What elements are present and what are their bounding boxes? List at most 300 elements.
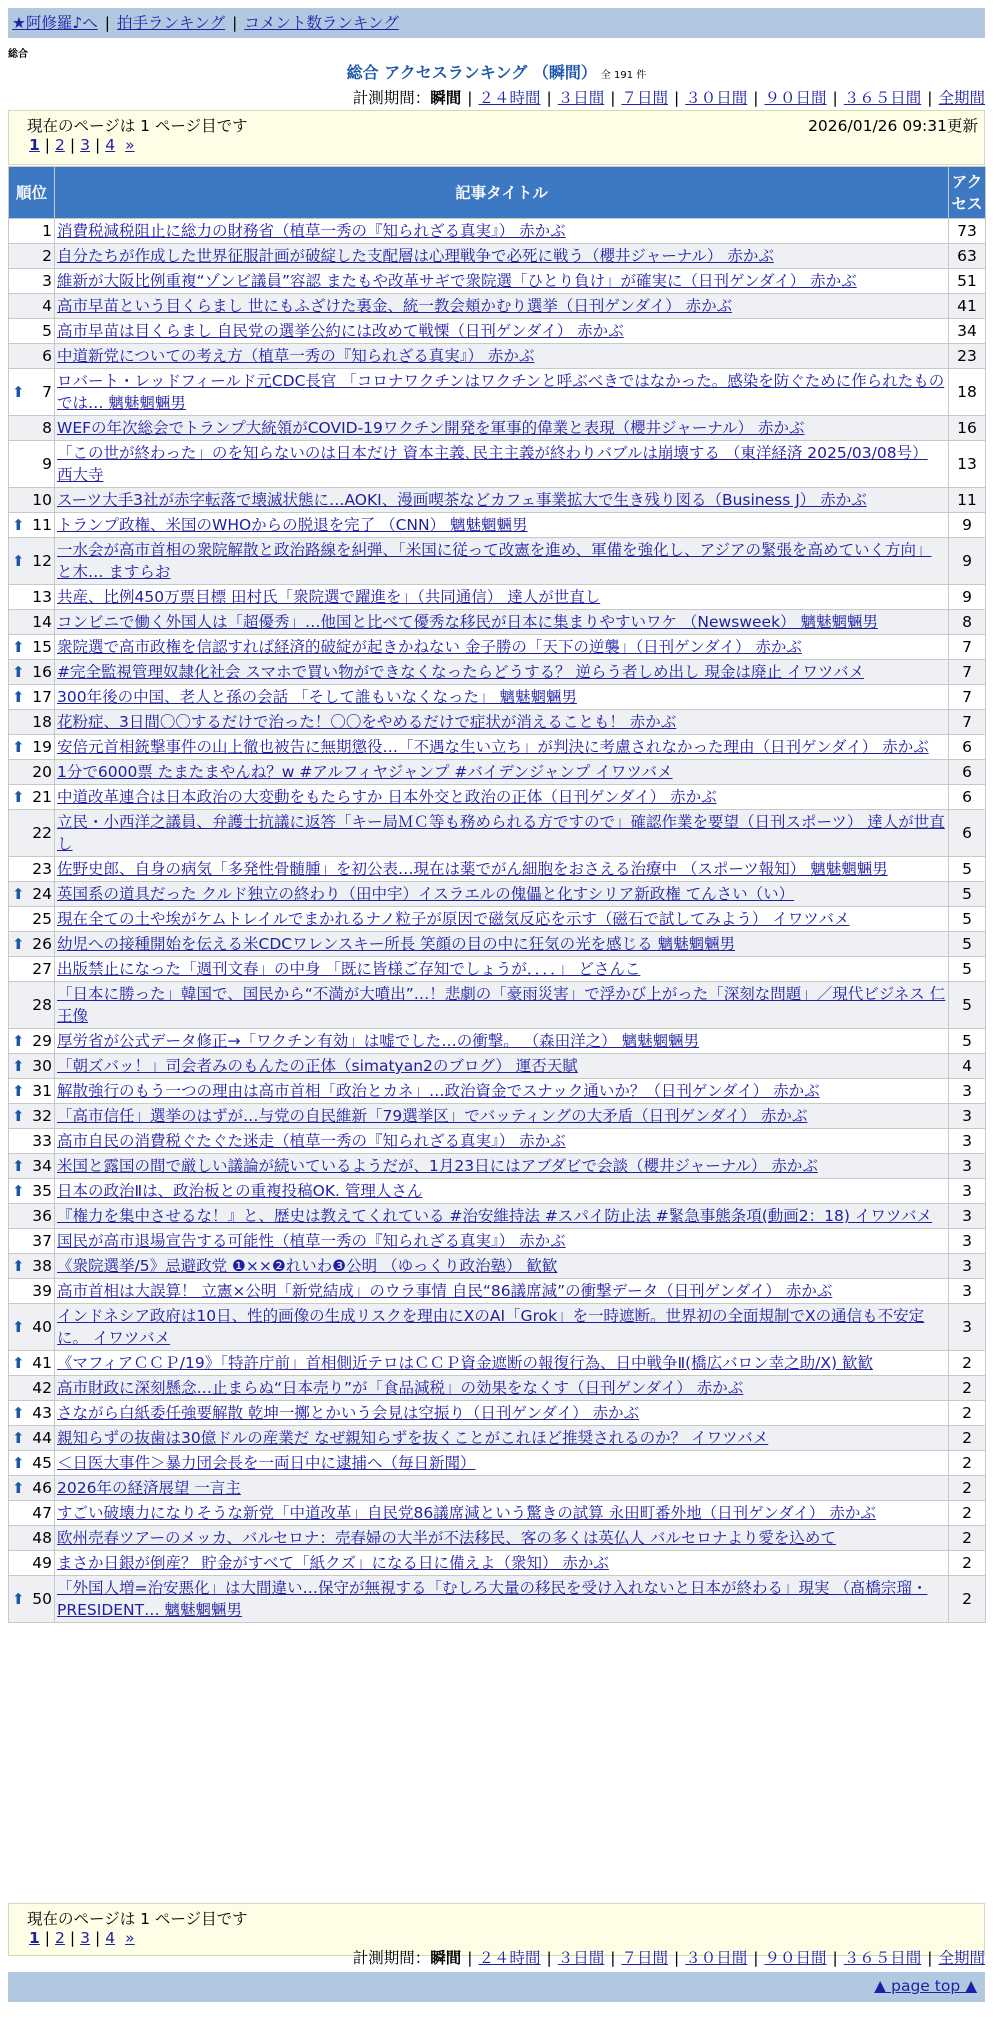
title-cell	[55, 1129, 949, 1154]
access-count: 3	[949, 1304, 986, 1351]
top-nav-bar	[8, 8, 985, 38]
rank-cell	[9, 369, 55, 416]
table-row	[9, 610, 986, 635]
access-count: 23	[949, 344, 986, 369]
title-cell	[55, 710, 949, 735]
article-title-link[interactable]: 1分で6000票 たまたまやんね？w #アルフィヤジャンプ #バイデンジャンプ イワツバメ	[57, 763, 673, 781]
article-title-link[interactable]: 幼児への接種開始を伝える米CDCワレンスキー所長 笑顔の目の中に狂気の光を感じる 魑魅魍魎男	[57, 935, 736, 953]
rank-number: 28	[32, 996, 52, 1014]
rank-cell	[9, 810, 55, 857]
page-link-3[interactable]: 3	[80, 1929, 91, 1947]
title-cell	[55, 1526, 949, 1551]
table-row	[9, 735, 986, 760]
access-count: 51	[949, 269, 986, 294]
rank-cell	[9, 710, 55, 735]
title-cell	[55, 1576, 949, 1623]
footer-bar	[8, 1972, 985, 2002]
article-title-link[interactable]: ＜日医大事件＞暴力団会長を一両日中に逮捕へ（毎日新聞）	[57, 1454, 476, 1472]
rank-up-arrow-icon: ⬆	[12, 885, 25, 903]
current-page-text: 現在のページは 1 ページ目です	[27, 1910, 248, 1928]
title-cell	[55, 344, 949, 369]
rank-cell	[9, 441, 55, 488]
rank-up-arrow-icon: ⬆	[12, 1479, 25, 1497]
article-title-link[interactable]: 《マフィアＣＣＰ/19》「特許庁前」首相側近テロはＣＣＰ資金遮断の報復行為、日中戦争Ⅱ(橋広バロン幸之助/X) 歓歓	[57, 1354, 873, 1372]
rank-number: 41	[32, 1354, 52, 1372]
page-link-4[interactable]: 4	[105, 136, 116, 154]
rank-number: 40	[32, 1318, 52, 1336]
access-count: 3	[949, 1179, 986, 1204]
article-title-link[interactable]: 「この世が終わった」のを知らないのは日本だけ 資本主義､民主主義が終わりバブルは崩壊する （東洋経済 2025/03/08号） 西大寺	[57, 444, 928, 484]
access-count: 16	[949, 416, 986, 441]
rank-cell	[9, 1351, 55, 1376]
article-title-link[interactable]: 花粉症、3日間〇〇するだけで治った！〇〇をやめるだけで症状が消えることも！ 赤かぶ	[57, 713, 677, 731]
article-title-link[interactable]: 中道改革連合は日本政治の大変動をもたらすか 日本外交と政治の正体（日刊ゲンダイ） 赤かぶ	[57, 788, 717, 806]
rank-number: 9	[42, 455, 52, 473]
article-title-link[interactable]: 高市首相は大誤算！ 立憲×公明「新党結成」のウラ事情 自民“86議席減”の衝撃データ（日刊ゲンダイ） 赤かぶ	[57, 1282, 833, 1300]
period-link-90d[interactable]: ９０日間	[764, 1949, 827, 1967]
rank-cell	[9, 610, 55, 635]
rank-cell	[9, 1576, 55, 1623]
rank-cell	[9, 1551, 55, 1576]
access-count: 8	[949, 610, 986, 635]
article-title-link[interactable]: 共産、比例450万票目標 田村氏「衆院選で躍進を」（共同通信） 達人が世直し	[57, 588, 601, 606]
rank-number: 7	[42, 383, 52, 401]
title-cell	[55, 538, 949, 585]
access-count: 2	[949, 1376, 986, 1401]
article-title-link[interactable]: さながら白紙委任強要解散 乾坤一擲とかいう会見は空振り（日刊ゲンダイ） 赤かぶ	[57, 1404, 640, 1422]
access-count: 2	[949, 1501, 986, 1526]
period-label: 計測期間：	[352, 1949, 431, 1967]
title-cell	[55, 488, 949, 513]
article-title-link[interactable]: 高市自民の消費税ぐたぐた迷走（植草一秀の『知られざる真実』） 赤かぶ	[57, 1132, 566, 1150]
article-title-link[interactable]: 出版禁止になった「週刊文春」の中身 「既に皆様ご存知でしょうが．．．．」 どさんこ	[57, 960, 641, 978]
link-clap-ranking[interactable]: 拍手ランキング	[117, 14, 226, 32]
article-title-link[interactable]: 安倍元首相銃撃事件の山上徹也被告に無期懲役…「不遇な生い立ち」が判決に考慮されなかった理由（日刊ゲンダイ） 赤かぶ	[57, 738, 929, 756]
title-cell	[55, 1179, 949, 1204]
rank-number: 35	[32, 1182, 52, 1200]
rank-number: 50	[32, 1590, 52, 1608]
article-title-link[interactable]: 衆院選で高市政権を信認すれば経済的破綻が起きかねない 金子勝の「天下の逆襲」（日刊ゲンダイ） 赤かぶ	[57, 638, 802, 656]
rank-up-arrow-icon: ⬆	[12, 1182, 25, 1200]
article-title-link[interactable]: 300年後の中国、老人と孫の会話 「そして誰もいなくなった」 魑魅魍魎男	[57, 688, 577, 706]
table-row	[9, 585, 986, 610]
access-count: 3	[949, 1079, 986, 1104]
rank-number: 43	[32, 1404, 52, 1422]
article-title-link[interactable]: 厚労省が公式データ修正→「ワクチン有効」は嘘でした…の衝撃。 （森田洋之） 魑魅魍魎男	[57, 1032, 700, 1050]
page-top-link[interactable]: ▲ page top ▲	[874, 1977, 977, 1995]
access-count: 3	[949, 1129, 986, 1154]
access-count: 18	[949, 369, 986, 416]
article-title-link[interactable]: 佐野史郎、自身の病気「多発性骨髄腫」を初公表…現在は薬でがん細胞をおさえる治療中 （スポーツ報知） 魑魅魍魎男	[57, 860, 888, 878]
access-count: 5	[949, 857, 986, 882]
access-count: 2	[949, 1551, 986, 1576]
rank-number: 4	[42, 297, 52, 315]
rank-up-arrow-icon: ⬆	[12, 663, 25, 681]
article-title-link[interactable]: 英国系の道具だった クルド独立の終わり（田中宇）イスラエルの傀儡と化すシリア新政権 てんさい（い）	[57, 885, 795, 903]
title-cell	[55, 1426, 949, 1451]
table-row	[9, 1129, 986, 1154]
article-title-link[interactable]: 「外国人増=治安悪化」は大間違い…保守が無視する「むしろ大量の移民を受け入れないと日本が終わる」現実 （髙橋宗瑠・PRESIDENT… 魑魅魍魎男	[57, 1579, 928, 1619]
rank-up-arrow-icon: ⬆	[12, 516, 25, 534]
article-title-link[interactable]: 《衆院選挙/5》忌避政党 ❶××❷れいわ❸公明 （ゆっくり政治塾） 歓歓	[57, 1257, 558, 1275]
article-title-link[interactable]: 解散強行のもう一つの理由は高市首相「政治とカネ」…政治資金でスナック通いか？（日刊ゲンダイ） 赤かぶ	[57, 1082, 820, 1100]
article-title-link[interactable]: 自分たちが作成した世界征服計画が破綻した支配層は心理戦争で必死に戦う（櫻井ジャーナル） 赤かぶ	[57, 247, 774, 265]
article-title-link[interactable]: 「日本に勝った」韓国で、国民から“不満が大噴出”…！悲劇の「豪雨災害」で浮かび上がった「深刻な問題」／現代ビジネス 仁王像	[57, 985, 946, 1025]
rank-number: 17	[32, 688, 52, 706]
rank-number: 42	[32, 1379, 52, 1397]
title-cell	[55, 1054, 949, 1079]
title-cell	[55, 1254, 949, 1279]
article-title-link[interactable]: 欧州売春ツアーのメッカ、バルセロナ：売春婦の大半が不法移民、客の多くは英仏人 バルセロナより愛を込めて	[57, 1529, 836, 1547]
rank-number: 21	[32, 788, 52, 806]
title-cell	[55, 932, 949, 957]
period-link-3d[interactable]: ３日間	[557, 89, 605, 107]
table-row	[9, 710, 986, 735]
title-cell	[55, 369, 949, 416]
period-link-all[interactable]: 全期間	[938, 89, 985, 107]
table-row	[9, 1526, 986, 1551]
rank-number: 32	[32, 1107, 52, 1125]
article-title-link[interactable]: ロバート・レッドフィールド元CDC長官 「コロナワクチンはワクチンと呼ぶべきではなかった。感染を防ぐために作られたものでは… 魑魅魍魎男	[57, 372, 945, 412]
title-cell	[55, 857, 949, 882]
link-comment-ranking[interactable]: コメント数ランキング	[244, 14, 399, 32]
title-cell	[55, 1551, 949, 1576]
rank-number: 6	[42, 347, 52, 365]
rank-up-arrow-icon: ⬆	[12, 688, 25, 706]
rank-number: 37	[32, 1232, 52, 1250]
rank-cell	[9, 735, 55, 760]
rank-cell	[9, 513, 55, 538]
article-title-link[interactable]: コンビニで働く外国人は「超優秀」…他国と比べて優秀な移民が日本に集まりやすいワケ （Newsweek） 魑魅魍魎男	[57, 613, 878, 631]
article-title-link[interactable]: 高市早苗は目くらまし 自民党の選挙公約には改めて戦慄（日刊ゲンダイ） 赤かぶ	[57, 322, 624, 340]
article-title-link[interactable]: 消費税減税阻止に総力の財務省（植草一秀の『知られざる真実』） 赤かぶ	[57, 222, 566, 240]
rank-number: 13	[32, 588, 52, 606]
rank-cell	[9, 416, 55, 441]
header-title: 記事タイトル	[55, 167, 949, 219]
rank-cell	[9, 219, 55, 244]
table-row	[9, 1029, 986, 1054]
table-row	[9, 1054, 986, 1079]
article-title-link[interactable]: 親知らずの抜歯は30億ドルの産業だ なぜ親知らずを抜くことがこれほど推奨されるのか？ イワツバメ	[57, 1429, 769, 1447]
article-title-link[interactable]: 中道新党についての考え方（植草一秀の『知られざる真実』） 赤かぶ	[57, 347, 535, 365]
current-page-text: 現在のページは 1 ページ目です	[27, 117, 248, 135]
article-title-link[interactable]: 高市早苗という目くらまし 世にもふざけた裏金、統一教会頬かむり選挙（日刊ゲンダイ） 赤かぶ	[57, 297, 733, 315]
title-cell	[55, 1351, 949, 1376]
rank-number: 31	[32, 1082, 52, 1100]
table-row	[9, 244, 986, 269]
access-count: 3	[949, 1279, 986, 1304]
table-row	[9, 1229, 986, 1254]
period-link-365d[interactable]: ３６５日間	[843, 89, 922, 107]
table-row	[9, 1279, 986, 1304]
title-cell	[55, 319, 949, 344]
table-row	[9, 1376, 986, 1401]
article-title-link[interactable]: すごい破壊力になりそうな新党「中道改革」自民党86議席減という驚きの試算 永田町番外地（日刊ゲンダイ） 赤かぶ	[57, 1504, 876, 1522]
table-row	[9, 488, 986, 513]
page-link-next[interactable]: »	[125, 136, 135, 154]
rank-number: 47	[32, 1504, 52, 1522]
access-count: 3	[949, 1254, 986, 1279]
rank-number: 14	[32, 613, 52, 631]
rank-number: 34	[32, 1157, 52, 1175]
access-count: 2	[949, 1476, 986, 1501]
rank-number: 2	[42, 247, 52, 265]
table-row	[9, 932, 986, 957]
table-row	[9, 1154, 986, 1179]
article-title-link[interactable]: 現在全ての土や埃がケムトレイルでまかれるナノ粒子が原因で磁気反応を示す（磁石で試してみよう） イワツバメ	[57, 910, 850, 928]
table-row	[9, 635, 986, 660]
period-current: 瞬間	[430, 1949, 462, 1967]
article-title-link[interactable]: #完全監視管理奴隷化社会 スマホで買い物ができなくなったらどうする？ 逆らう者しめ出し 現金は廃止 イワツバメ	[57, 663, 865, 681]
rank-cell	[9, 857, 55, 882]
table-row	[9, 1104, 986, 1129]
title-cell	[55, 1501, 949, 1526]
access-count: 3	[949, 1154, 986, 1179]
table-row	[9, 219, 986, 244]
rank-number: 22	[32, 824, 52, 842]
period-selector-bottom: 計測期間：瞬間 | ２４時間 | ３日間 | ７日間 | ３０日間 | ９０日間 | ３６５日間 | 全期間	[352, 1949, 985, 1967]
rank-cell	[9, 1304, 55, 1351]
title-cell	[55, 1079, 949, 1104]
table-row	[9, 810, 986, 857]
title-cell	[55, 1376, 949, 1401]
ranking-title-text: 総合 アクセスランキング （瞬間）	[346, 63, 597, 82]
table-row	[9, 785, 986, 810]
rank-cell	[9, 344, 55, 369]
updated-timestamp: 2026/01/26 09:31更新	[808, 117, 978, 135]
ranking-title	[0, 60, 993, 83]
title-cell	[55, 635, 949, 660]
rank-cell	[9, 1501, 55, 1526]
title-cell	[55, 660, 949, 685]
rank-number: 38	[32, 1257, 52, 1275]
access-count: 2	[949, 1426, 986, 1451]
rank-number: 15	[32, 638, 52, 656]
period-link-24h[interactable]: ２４時間	[478, 1949, 541, 1967]
access-count: 73	[949, 219, 986, 244]
rank-number: 23	[32, 860, 52, 878]
access-count: 7	[949, 710, 986, 735]
period-link-30d[interactable]: ３０日間	[685, 1949, 748, 1967]
table-row	[9, 1451, 986, 1476]
access-count: 5	[949, 957, 986, 982]
table-row	[9, 1254, 986, 1279]
page-link-next[interactable]: »	[125, 1929, 135, 1947]
article-title-link[interactable]: 日本の政治Ⅱは、政治板との重複投稿OK. 管理人さん	[57, 1182, 423, 1200]
page-link-4[interactable]: 4	[105, 1929, 116, 1947]
rank-up-arrow-icon: ⬆	[12, 1590, 25, 1608]
rank-up-arrow-icon: ⬆	[12, 1032, 25, 1050]
rank-cell	[9, 244, 55, 269]
table-row	[9, 660, 986, 685]
rank-cell	[9, 982, 55, 1029]
page-link-3[interactable]: 3	[80, 136, 91, 154]
ranking-table	[8, 166, 986, 1623]
title-cell	[55, 1154, 949, 1179]
title-cell	[55, 1476, 949, 1501]
article-title-link[interactable]: 「高市信任」選挙のはずが…与党の自民維新「79選挙区」でバッティングの大矛盾（日刊ゲンダイ） 赤かぶ	[57, 1107, 808, 1125]
period-link-7d[interactable]: ７日間	[621, 89, 668, 107]
period-link-365d[interactable]: ３６５日間	[843, 1949, 922, 1967]
rank-cell	[9, 319, 55, 344]
article-title-link[interactable]: WEFの年次総会でトランプ大統領がCOVID-19ワクチン開発を軍事的偉業と表現（櫻井ジャーナル） 赤かぶ	[57, 419, 805, 437]
title-cell	[55, 1229, 949, 1254]
article-title-link[interactable]: 『権力を集中させるな！』と、歴史は教えてくれている #治安維持法 #スパイ防止法 #緊急事態条項(動画2：18) イワツバメ	[57, 1207, 933, 1225]
rank-cell	[9, 957, 55, 982]
access-count: 5	[949, 932, 986, 957]
access-count: 63	[949, 244, 986, 269]
rank-number: 16	[32, 663, 52, 681]
rank-cell	[9, 1129, 55, 1154]
table-row	[9, 857, 986, 882]
period-selector-top: 計測期間：瞬間 | ２４時間 | ３日間 | ７日間 | ３０日間 | ９０日間 | ３６５日間 | 全期間	[352, 89, 985, 107]
title-cell	[55, 441, 949, 488]
period-label: 計測期間：	[352, 89, 431, 107]
title-cell	[55, 219, 949, 244]
access-count: 13	[949, 441, 986, 488]
article-title-link[interactable]: 高市財政に深刻懸念…止まらぬ“日本売り”が「食品減税」の効果をなくす（日刊ゲンダイ） 赤かぶ	[57, 1379, 744, 1397]
access-count: 4	[949, 1054, 986, 1079]
page-links: 1 | 2 | 3 | 4 »	[29, 1929, 135, 1947]
table-row	[9, 1501, 986, 1526]
rank-cell	[9, 585, 55, 610]
table-row	[9, 1204, 986, 1229]
rank-number: 18	[32, 713, 52, 731]
page-links: 1 | 2 | 3 | 4 »	[29, 136, 135, 154]
table-row	[9, 1079, 986, 1104]
page-link-1[interactable]: 1	[29, 1929, 40, 1947]
rank-up-arrow-icon: ⬆	[12, 1429, 25, 1447]
rank-cell	[9, 1079, 55, 1104]
article-title-link[interactable]: 立民・小西洋之議員、弁護士抗議に返答「キー局ＭＣ等も務められる方ですので」確認作業を要望（日刊スポーツ） 達人が世直し	[57, 813, 945, 853]
rank-up-arrow-icon: ⬆	[12, 788, 25, 806]
title-cell	[55, 882, 949, 907]
table-row	[9, 1576, 986, 1623]
rank-up-arrow-icon: ⬆	[12, 1157, 25, 1175]
title-cell	[55, 735, 949, 760]
access-count: 7	[949, 685, 986, 710]
access-count: 5	[949, 1029, 986, 1054]
rank-cell	[9, 1401, 55, 1426]
page-link-2[interactable]: 2	[55, 136, 65, 154]
nav-separator: |	[232, 14, 238, 32]
rank-number: 44	[32, 1429, 52, 1447]
rank-number: 45	[32, 1454, 52, 1472]
period-current: 瞬間	[430, 89, 462, 107]
rank-number: 33	[32, 1132, 52, 1150]
rank-number: 46	[32, 1479, 52, 1497]
access-count: 2	[949, 1351, 986, 1376]
table-row	[9, 416, 986, 441]
table-row	[9, 957, 986, 982]
table-row	[9, 1351, 986, 1376]
title-cell	[55, 957, 949, 982]
title-cell	[55, 244, 949, 269]
table-row	[9, 441, 986, 488]
table-row	[9, 685, 986, 710]
rank-cell	[9, 1154, 55, 1179]
page-link-1[interactable]: 1	[29, 136, 40, 154]
rank-number: 24	[32, 885, 52, 903]
total-count: 全 191 件	[600, 70, 647, 81]
article-title-link[interactable]: インドネシア政府は10日、性的画像の生成リスクを理由にXのAI「Grok」を一時遮断。世界初の全面規制でXの通信も不安定に。 イワツバメ	[57, 1307, 925, 1347]
rank-number: 49	[32, 1554, 52, 1572]
rank-number: 29	[32, 1032, 52, 1050]
rank-number: 8	[42, 419, 52, 437]
rank-cell	[9, 760, 55, 785]
period-link-3d[interactable]: ３日間	[557, 1949, 605, 1967]
article-title-link[interactable]: 米国と露国の間で厳しい議論が続いているようだが、1月23日にはアブダビで会談（櫻井ジャーナル） 赤かぶ	[57, 1157, 818, 1175]
access-count: 6	[949, 810, 986, 857]
rank-number: 3	[42, 272, 52, 290]
rank-cell	[9, 635, 55, 660]
rank-number: 12	[32, 552, 52, 570]
table-row	[9, 294, 986, 319]
article-title-link[interactable]: 「朝ズバッ！」司会者みのもんたの正体（simatyan2のブログ） 運否天賦	[57, 1057, 578, 1075]
rank-cell	[9, 1451, 55, 1476]
title-cell	[55, 810, 949, 857]
rank-up-arrow-icon: ⬆	[12, 1318, 25, 1336]
rank-number: 36	[32, 1207, 52, 1225]
title-cell	[55, 907, 949, 932]
access-count: 41	[949, 294, 986, 319]
title-cell	[55, 760, 949, 785]
rank-cell	[9, 660, 55, 685]
period-link-24h[interactable]: ２４時間	[478, 89, 541, 107]
rank-cell	[9, 1279, 55, 1304]
access-count: 3	[949, 1229, 986, 1254]
article-title-link[interactable]: まさか日銀が倒産？ 貯金がすべて「紙クズ」になる日に備えよ（衆知） 赤かぶ	[57, 1554, 609, 1572]
link-asyura-home[interactable]: ★阿修羅♪へ	[12, 14, 98, 32]
access-count: 2	[949, 1451, 986, 1476]
title-cell	[55, 585, 949, 610]
rank-up-arrow-icon: ⬆	[12, 1107, 25, 1125]
table-row	[9, 982, 986, 1029]
title-cell	[55, 1104, 949, 1129]
access-count: 3	[949, 1204, 986, 1229]
access-count: 5	[949, 882, 986, 907]
rank-cell	[9, 1376, 55, 1401]
rank-cell	[9, 1029, 55, 1054]
article-title-link[interactable]: 国民が高市退場宣告する可能性（植草一秀の『知られざる真実』） 赤かぶ	[57, 1232, 566, 1250]
article-title-link[interactable]: 維新が大阪比例重複“ゾンビ議員”容認 またもや改革サギで衆院選「ひとり負け」が確実に（日刊ゲンダイ） 赤かぶ	[57, 272, 857, 290]
rank-cell	[9, 1254, 55, 1279]
page-link-2[interactable]: 2	[55, 1929, 65, 1947]
access-count: 7	[949, 635, 986, 660]
access-count: 6	[949, 735, 986, 760]
table-header-row	[9, 167, 986, 219]
rank-number: 26	[32, 935, 52, 953]
article-title-link[interactable]: スーツ大手3社が赤字転落で壊滅状態に…AOKI、漫画喫茶などカフェ事業拡大で生き残り図る（Business J） 赤かぶ	[57, 491, 867, 509]
title-cell	[55, 1029, 949, 1054]
rank-up-arrow-icon: ⬆	[12, 638, 25, 656]
period-link-30d[interactable]: ３０日間	[685, 89, 748, 107]
rank-number: 25	[32, 910, 52, 928]
period-link-7d[interactable]: ７日間	[621, 1949, 668, 1967]
article-title-link[interactable]: 2026年の経済展望 一言主	[57, 1479, 241, 1497]
period-link-all[interactable]: 全期間	[938, 1949, 985, 1967]
table-row	[9, 1401, 986, 1426]
table-row	[9, 1476, 986, 1501]
title-cell	[55, 610, 949, 635]
table-row	[9, 1551, 986, 1576]
rank-number: 27	[32, 960, 52, 978]
article-title-link[interactable]: 一水会が高市首相の衆院解散と政治路線を糾弾、「米国に従って改憲を進め、軍備を強化し、アジアの緊張を高めていく方向」と木… ますらお	[57, 541, 932, 581]
period-link-90d[interactable]: ９０日間	[764, 89, 827, 107]
title-cell	[55, 294, 949, 319]
article-title-link[interactable]: トランプ政権、米国のWHOからの脱退を完了 （CNN） 魑魅魍魎男	[57, 516, 528, 534]
rank-up-arrow-icon: ⬆	[12, 1057, 25, 1075]
